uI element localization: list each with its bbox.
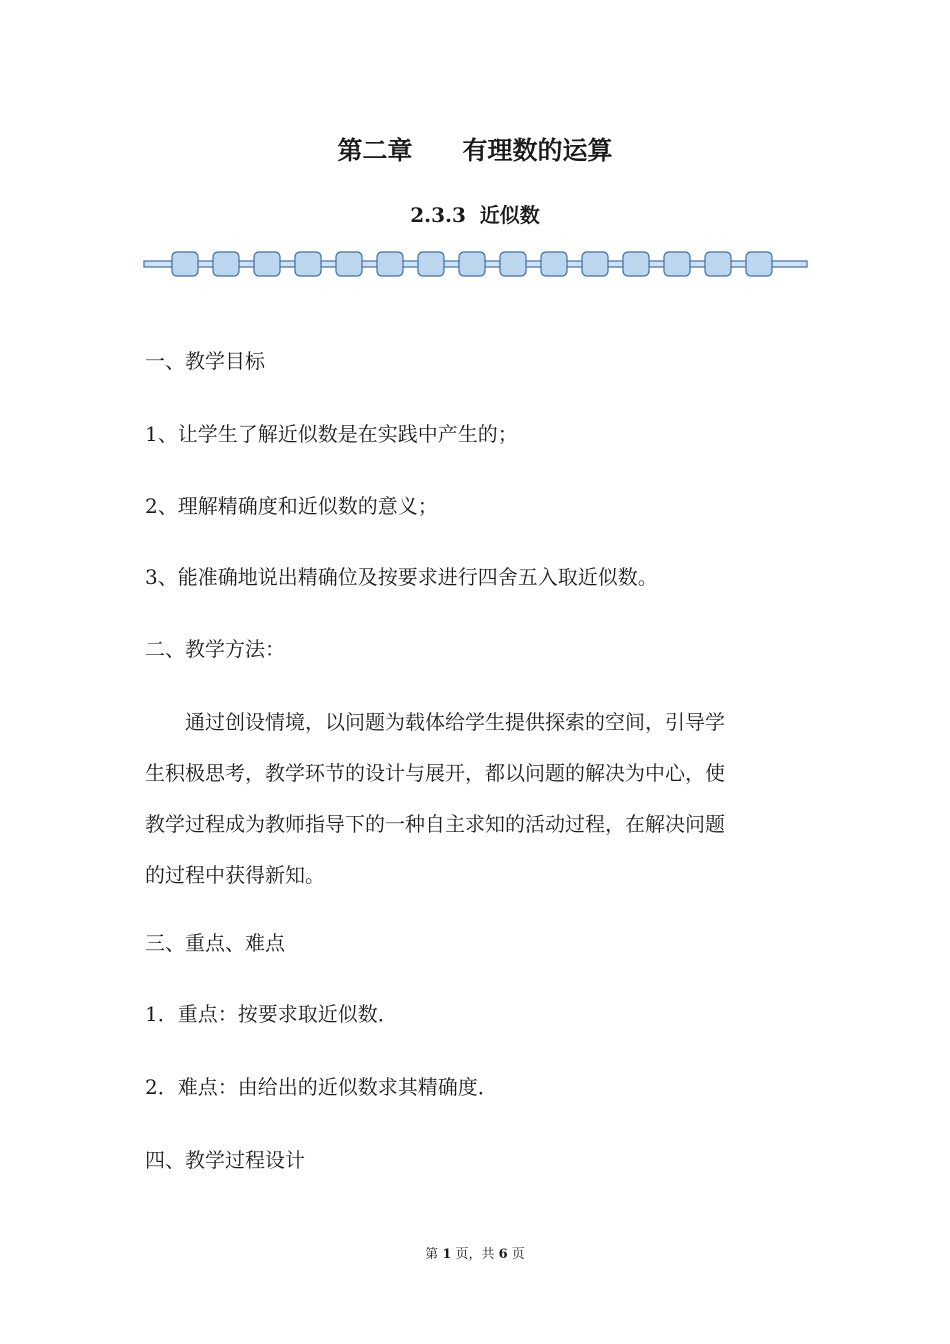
methods-paragraph	[145, 697, 810, 901]
methods-line: 生积极思考，教学环节的设计与展开，都以问题的解决为中心，使	[145, 761, 725, 785]
goal-item-1: 1、让学生了解近似数是在实践中产生的；	[145, 422, 518, 446]
goal-item-2: 2、理解精确度和近似数的意义；	[145, 494, 438, 518]
chain-bead	[418, 252, 444, 276]
goals-heading: 一、教学目标	[145, 349, 265, 373]
chain-bead	[254, 252, 280, 276]
key-points-heading: 三、重点、难点	[145, 931, 285, 955]
methods-line: 的过程中获得新知。	[145, 863, 325, 887]
chain-bead	[664, 252, 690, 276]
chapter-title: 第二章 有理数的运算	[337, 136, 613, 165]
chain-bead	[213, 252, 239, 276]
footer-prefix: 第	[425, 1247, 443, 1262]
methods-line: 通过创设情境，以问题为载体给学生提供探索的空间，引导学	[185, 710, 725, 734]
difficult-point-item: 2．难点：由给出的近似数求其精确度．	[145, 1075, 498, 1099]
footer-total-pages: 6	[498, 1247, 508, 1262]
section-title: 2.3.3 近似数	[410, 203, 540, 227]
chain-divider-graphic	[143, 250, 808, 278]
page-footer	[0, 1244, 950, 1266]
process-heading: 四、教学过程设计	[145, 1148, 305, 1172]
methods-heading: 二、教学方法：	[145, 637, 285, 661]
chain-bead	[295, 252, 321, 276]
chain-bead	[336, 252, 362, 276]
chain-divider	[143, 250, 808, 278]
chain-bead	[623, 252, 649, 276]
chain-bead	[541, 252, 567, 276]
chain-bead	[582, 252, 608, 276]
footer-middle: 页，共	[451, 1247, 499, 1262]
chain-bead	[705, 252, 731, 276]
chain-bead	[746, 252, 772, 276]
key-point-item: 1．重点：按要求取近似数．	[145, 1002, 398, 1026]
footer-current-page: 1	[442, 1247, 452, 1262]
chain-bead	[172, 252, 198, 276]
footer-suffix: 页	[507, 1247, 525, 1262]
chain-bead	[377, 252, 403, 276]
methods-line: 教学过程成为教师指导下的一种自主求知的活动过程，在解决问题	[145, 812, 725, 836]
chain-bead	[459, 252, 485, 276]
chain-bead	[500, 252, 526, 276]
goal-item-3: 3、能准确地说出精确位及按要求进行四舍五入取近似数。	[145, 565, 658, 589]
